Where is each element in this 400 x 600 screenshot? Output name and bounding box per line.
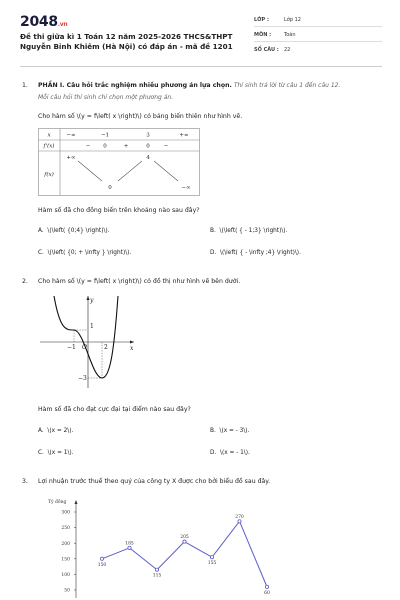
series-line-segment — [102, 548, 130, 559]
table-sign: − — [163, 143, 169, 150]
data-point — [128, 546, 131, 549]
increase-arrow — [118, 161, 142, 181]
meta-label-subject: MÔN : — [254, 32, 272, 38]
table-f-value: +∞ — [66, 155, 76, 161]
table-sign: − — [85, 143, 91, 150]
option-d[interactable]: D. \(x = - 1\). — [210, 450, 250, 456]
data-point — [183, 540, 186, 543]
site-logo[interactable]: 2048.vn — [20, 14, 68, 30]
table-x-label: x — [47, 132, 51, 139]
meta-divider — [254, 26, 382, 27]
profit-line-chart — [30, 494, 290, 600]
question-number: 2. — [22, 278, 28, 285]
series-line-segment — [157, 542, 185, 570]
axis-arrowheads — [87, 296, 135, 344]
exam-title-line-1: Đề thi giữa kì 1 Toán 12 năm 2025-2026 THCS&THPT — [20, 32, 233, 41]
q1-question: Hàm số đã cho đồng biến trên khoảng nào sau đây? — [38, 207, 200, 214]
decrease-arrow — [78, 161, 102, 181]
question-number: 1. — [22, 82, 28, 89]
option-a[interactable]: A. \(\left( {0;4} \right)\). — [38, 228, 110, 234]
q2-intro: Cho hàm số \(y = f\left( x \right)\) có đồ thị như hình vẽ bên dưới. — [38, 278, 241, 285]
x-axis-label: x — [130, 345, 134, 352]
q3-intro: Lợi nhuận trước thuế theo quý của công ty X được cho bởi biểu đồ sau đây. — [38, 478, 271, 485]
logo-suffix: .vn — [57, 21, 68, 28]
part-note-2: Mỗi câu hỏi thí sinh chỉ chọn một phương án. — [38, 94, 174, 101]
table-f-value: 4 — [146, 155, 150, 161]
table-f-label: f(x) — [44, 172, 54, 178]
option-c[interactable]: C. \(\left( {0; + \infty } \right)\). — [38, 250, 132, 256]
tick-label: −3 — [78, 375, 87, 382]
table-x-value: 3 — [146, 132, 150, 139]
y-tick-label: 200 — [61, 541, 70, 547]
table-fp-label: f'(x) — [43, 143, 55, 150]
meta-value-count: 22 — [284, 47, 291, 53]
origin-label: O — [82, 344, 87, 351]
meta-value-class: Lớp 12 — [284, 17, 301, 23]
table-x-value: +∞ — [179, 132, 189, 139]
header-divider — [20, 66, 382, 67]
table-sign: + — [123, 143, 129, 150]
option-b[interactable]: B. \(\left( { - 1;3} \right)\). — [210, 228, 288, 234]
variation-table — [38, 128, 200, 196]
series-line-segment — [212, 521, 240, 557]
table-f-value: 0 — [108, 185, 112, 191]
data-label: 60 — [264, 590, 270, 596]
part-note-1: Thí sinh trả lời từ câu 1 đến câu 12. — [233, 82, 341, 89]
decrease-arrow — [154, 161, 178, 181]
option-d[interactable]: D. \(\left( { - \infty ;4} \right)\). — [210, 250, 301, 256]
meta-value-subject: Toán — [284, 32, 296, 38]
y-tick-label: 150 — [61, 557, 70, 563]
series-line-segment — [240, 521, 268, 587]
data-label: 150 — [97, 562, 107, 568]
q2-question: Hàm số đã cho đạt cực đại tại điểm nào sau đây? — [38, 406, 191, 413]
series-line-segment — [185, 542, 213, 558]
meta-label-count: SỐ CÂU : — [254, 47, 279, 53]
y-tick-label: 50 — [64, 588, 70, 594]
table-sign: 0 — [103, 143, 107, 150]
part-heading: PHẦN I. Câu hỏi trắc nghiệm nhiều phương án lựa chọn. Thí sinh trả lời từ câu 1 đến câu 12. — [38, 82, 341, 89]
chart-y-axis-arrow — [75, 500, 78, 504]
series-line-segment — [130, 548, 158, 570]
table-x-value: −1 — [100, 132, 110, 139]
data-point — [100, 557, 103, 560]
q1-intro: Cho hàm số \(y = f\left( x \right)\) có bảng biến thiên như hình vẽ. — [38, 113, 243, 120]
option-b[interactable]: B. \(x = - 3\). — [210, 428, 250, 434]
meta-label-class: LỚP : — [254, 17, 269, 23]
data-point — [210, 556, 213, 559]
tick-label: 2 — [104, 344, 108, 351]
y-tick-label: 250 — [61, 526, 70, 532]
table-x-value: −∞ — [66, 132, 76, 139]
tick-label: 1 — [90, 323, 94, 330]
data-point — [155, 568, 158, 571]
data-point — [238, 520, 241, 523]
table-sign: 0 — [146, 143, 150, 150]
y-tick-label: 100 — [61, 573, 70, 578]
option-a[interactable]: A. \(x = 2\). — [38, 428, 74, 434]
table-f-value: −∞ — [181, 185, 191, 191]
meta-divider — [254, 41, 382, 42]
data-point — [265, 585, 268, 588]
chart-y-axis-title: Tỷ đồng — [48, 500, 67, 505]
data-label: 155 — [207, 561, 217, 567]
option-c[interactable]: C. \(x = 1\). — [38, 450, 74, 456]
graph-curve — [54, 296, 118, 378]
data-label: 115 — [152, 573, 162, 579]
y-axis-label: y — [90, 297, 94, 304]
y-tick-label: 300 — [61, 510, 70, 516]
function-graph — [38, 292, 138, 392]
data-label: 185 — [125, 541, 134, 547]
data-label: 205 — [180, 535, 189, 541]
data-label: 270 — [235, 514, 244, 520]
question-number: 3. — [22, 478, 28, 485]
tick-label: −1 — [67, 344, 76, 351]
exam-title-line-2: Nguyễn Bỉnh Khiêm (Hà Nội) có đáp án - mã đề 1201 — [20, 42, 233, 51]
